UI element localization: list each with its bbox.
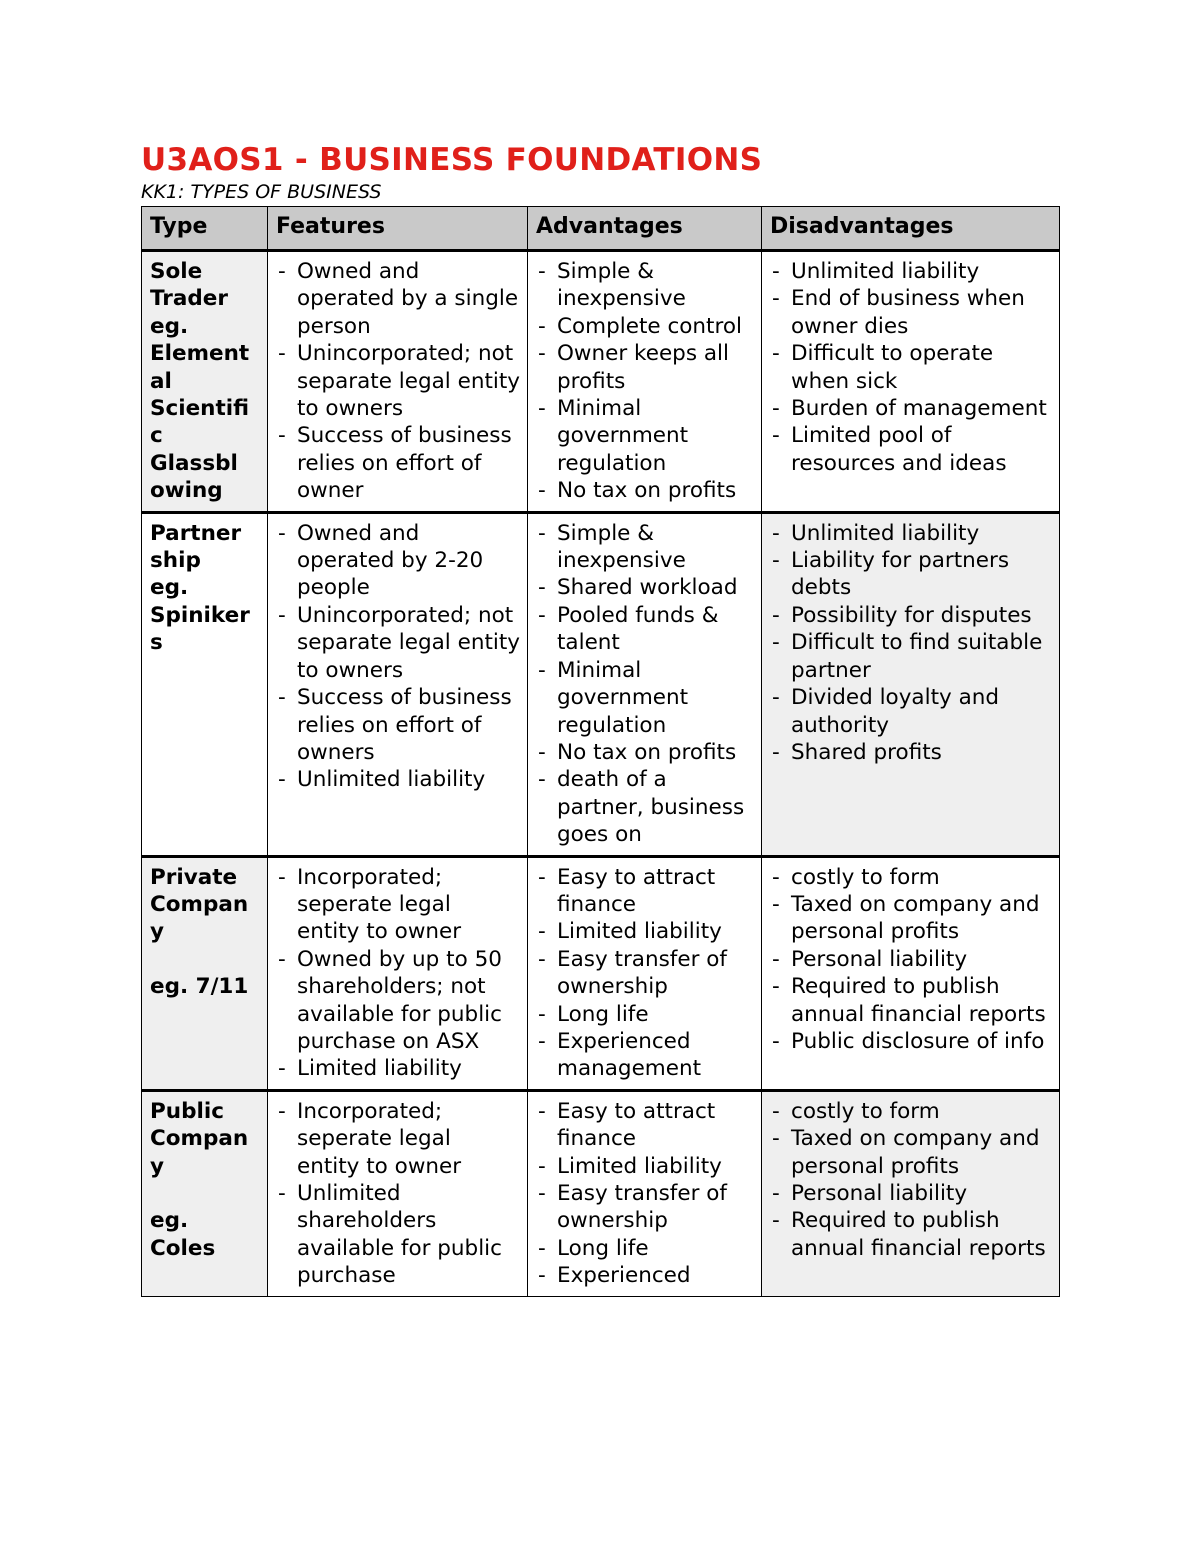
list-item: - costly to form <box>770 864 1052 891</box>
disadvantages-cell <box>762 856 1060 1090</box>
advantages-list <box>536 1098 754 1290</box>
list-item: - Success of business relies on effort of owner <box>276 422 520 504</box>
table-row <box>142 251 1060 513</box>
list-item: - Divided loyalty and authority <box>770 684 1052 739</box>
disadvantages-cell <box>762 1090 1060 1296</box>
list-item: - Required to publish annual financial reports <box>770 1207 1052 1262</box>
list-item: - Possibility for disputes <box>770 602 1052 629</box>
document-subtitle: KK1: TYPES OF BUSINESS <box>141 181 382 203</box>
disadvantages-list <box>770 520 1052 767</box>
list-item: - Difficult to find suitable partner <box>770 629 1052 684</box>
business-types-table <box>141 206 1060 1297</box>
features-cell <box>268 251 528 513</box>
list-item: - Simple & inexpensive <box>536 258 754 313</box>
list-item: - Personal liability <box>770 946 1052 973</box>
features-list <box>276 864 520 1083</box>
header-features: Features <box>268 207 528 251</box>
list-item: - Limited liability <box>536 1153 754 1180</box>
list-item: - Owned by up to 50 shareholders; not available for public purchase on ASX <box>276 946 520 1056</box>
features-cell <box>268 512 528 856</box>
list-item: - Taxed on company and personal profits <box>770 1125 1052 1180</box>
business-type-cell: Partner ship eg. Spiniker s <box>142 512 268 856</box>
advantages-cell <box>528 251 762 513</box>
list-item: - Liability for partners debts <box>770 547 1052 602</box>
list-item: - Unlimited liability <box>770 520 1052 547</box>
list-item: - Personal liability <box>770 1180 1052 1207</box>
table-row <box>142 1090 1060 1296</box>
disadvantages-list <box>770 1098 1052 1262</box>
features-list <box>276 520 520 794</box>
features-cell <box>268 1090 528 1296</box>
list-item: - Limited liability <box>536 918 754 945</box>
list-item: - costly to form <box>770 1098 1052 1125</box>
document-page <box>141 141 1059 1297</box>
list-item: - Owner keeps all profits <box>536 340 754 395</box>
advantages-cell <box>528 1090 762 1296</box>
advantages-cell <box>528 512 762 856</box>
table-row <box>142 512 1060 856</box>
disadvantages-cell <box>762 251 1060 513</box>
list-item: - Long life <box>536 1235 754 1262</box>
disadvantages-cell <box>762 512 1060 856</box>
features-list <box>276 1098 520 1290</box>
list-item: - Unlimited liability <box>276 766 520 793</box>
list-item: - Complete control <box>536 313 754 340</box>
list-item: - Pooled funds & talent <box>536 602 754 657</box>
list-item: - Easy transfer of ownership <box>536 946 754 1001</box>
table-header-row <box>142 207 1060 251</box>
document-title: U3AOS1 - BUSINESS FOUNDATIONS <box>141 142 763 178</box>
list-item: - Difficult to operate when sick <box>770 340 1052 395</box>
list-item: - Limited pool of resources and ideas <box>770 422 1052 477</box>
business-type-cell: Private Compan y eg. 7/11 <box>142 856 268 1090</box>
list-item: - No tax on profits <box>536 477 754 504</box>
list-item: - Unincorporated; not separate legal entity to owners <box>276 340 520 422</box>
list-item: - End of business when owner dies <box>770 285 1052 340</box>
list-item: - Minimal government regulation <box>536 657 754 739</box>
list-item: - Unlimited shareholders available for public purchase <box>276 1180 520 1290</box>
list-item: - Owned and operated by a single person <box>276 258 520 340</box>
disadvantages-list <box>770 258 1052 477</box>
features-list <box>276 258 520 505</box>
list-item: - Success of business relies on effort of owners <box>276 684 520 766</box>
list-item: - Owned and operated by 2-20 people <box>276 520 520 602</box>
list-item: - No tax on profits <box>536 739 754 766</box>
header-disadvantages: Disadvantages <box>762 207 1060 251</box>
list-item: - Limited liability <box>276 1055 520 1082</box>
list-item: - Taxed on company and personal profits <box>770 891 1052 946</box>
list-item: - Incorporated; seperate legal entity to owner <box>276 864 520 946</box>
features-cell <box>268 856 528 1090</box>
list-item: - Shared profits <box>770 739 1052 766</box>
list-item: - death of a partner, business goes on <box>536 766 754 848</box>
advantages-list <box>536 520 754 849</box>
list-item: - Experienced <box>536 1262 754 1289</box>
list-item: - Experienced management <box>536 1028 754 1083</box>
header-advantages: Advantages <box>528 207 762 251</box>
list-item: - Required to publish annual financial reports <box>770 973 1052 1028</box>
list-item: - Minimal government regulation <box>536 395 754 477</box>
list-item: - Incorporated; seperate legal entity to owner <box>276 1098 520 1180</box>
list-item: - Unlimited liability <box>770 258 1052 285</box>
advantages-cell <box>528 856 762 1090</box>
list-item: - Easy to attract finance <box>536 864 754 919</box>
list-item: - Easy transfer of ownership <box>536 1180 754 1235</box>
business-type-cell: Sole Trader eg. Element al Scientifi c Glassbl owing <box>142 251 268 513</box>
table-row <box>142 856 1060 1090</box>
list-item: - Burden of management <box>770 395 1052 422</box>
list-item: - Shared workload <box>536 574 754 601</box>
list-item: - Easy to attract finance <box>536 1098 754 1153</box>
list-item: - Unincorporated; not separate legal entity to owners <box>276 602 520 684</box>
list-item: - Simple & inexpensive <box>536 520 754 575</box>
list-item: - Long life <box>536 1001 754 1028</box>
disadvantages-list <box>770 864 1052 1056</box>
advantages-list <box>536 864 754 1083</box>
business-type-cell: Public Compan y eg. Coles <box>142 1090 268 1296</box>
list-item: - Public disclosure of info <box>770 1028 1052 1055</box>
header-type: Type <box>142 207 268 251</box>
advantages-list <box>536 258 754 505</box>
